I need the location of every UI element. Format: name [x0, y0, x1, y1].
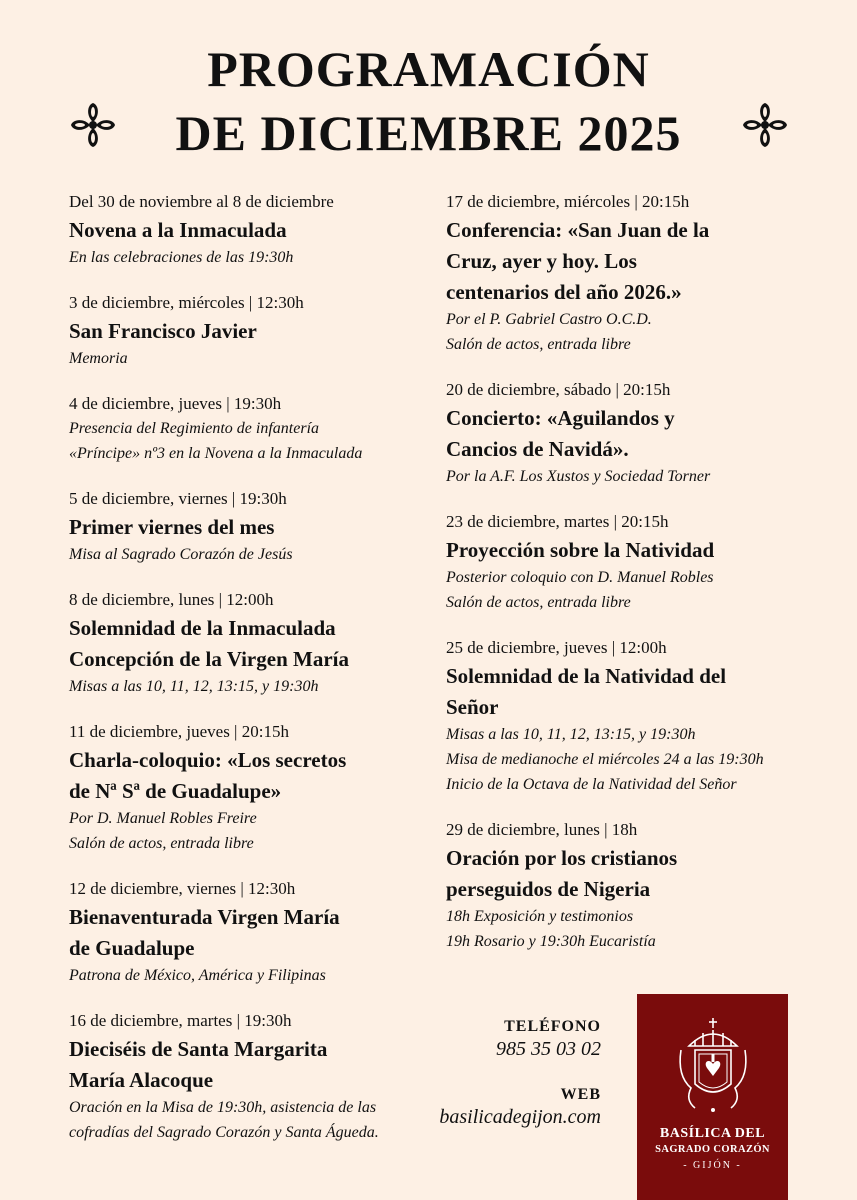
event-title: Concierto: «Aguilandos y	[446, 406, 675, 430]
event-note: Por D. Manuel Robles Freire	[69, 810, 257, 827]
event-date: 5 de diciembre, viernes | 19:30h	[69, 489, 287, 508]
event-title: de Nª Sª de Guadalupe»	[69, 779, 282, 803]
event-note: Oración en la Misa de 19:30h, asistencia de las	[69, 1099, 377, 1116]
event-date: 25 de diciembre, jueves | 12:00h	[446, 638, 667, 657]
event-note: cofradías del Sagrado Corazón y Santa Águeda.	[69, 1124, 379, 1141]
event-note: Misas a las 10, 11, 12, 13:15, y 19:30h	[69, 678, 319, 695]
event-item	[446, 378, 826, 489]
event-note: Salón de actos, entrada libre	[69, 835, 254, 852]
logo-line-1: BASÍLICA DEL	[659, 1126, 766, 1141]
event-date: 23 de diciembre, martes | 20:15h	[446, 512, 669, 531]
event-item	[69, 291, 429, 371]
fleuron-icon	[742, 102, 788, 148]
fleuron-icon	[70, 102, 116, 148]
event-title: Solemnidad de la Natividad del	[446, 664, 727, 688]
event-title: María Alacoque	[69, 1068, 214, 1092]
event-title: Bienaventurada Virgen María	[69, 905, 340, 929]
phone-number[interactable]: 985 35 03 02	[496, 1038, 601, 1060]
basilica-logo	[637, 994, 788, 1200]
event-note: Misas a las 10, 11, 12, 13:15, y 19:30h	[446, 726, 696, 743]
event-item	[69, 190, 429, 270]
event-date: 12 de diciembre, viernes | 12:30h	[69, 879, 296, 898]
page-title-line-2: DE DICIEMBRE 2025	[175, 105, 682, 161]
event-date: 11 de diciembre, jueves | 20:15h	[69, 722, 289, 741]
event-note: Por el P. Gabriel Castro O.C.D.	[446, 311, 652, 328]
event-item	[446, 190, 826, 357]
event-title: Primer viernes del mes	[69, 515, 275, 539]
event-note: Salón de actos, entrada libre	[446, 594, 631, 611]
phone-label: TELÉFONO	[504, 1018, 601, 1035]
event-item	[446, 510, 826, 615]
event-title: Concepción de la Virgen María	[69, 647, 349, 671]
event-date: 29 de diciembre, lunes | 18h	[446, 820, 638, 839]
event-title: Señor	[446, 695, 499, 719]
event-date: Del 30 de noviembre al 8 de diciembre	[69, 192, 334, 211]
event-note: 19h Rosario y 19:30h Eucaristía	[446, 933, 656, 950]
event-note: Salón de actos, entrada libre	[446, 336, 631, 353]
event-note: 18h Exposición y testimonios	[446, 908, 634, 925]
event-title: centenarios del año 2026.»	[446, 280, 682, 304]
web-label: WEB	[560, 1086, 601, 1103]
event-title: Solemnidad de la Inmaculada	[69, 616, 336, 640]
phone-block	[496, 1018, 601, 1061]
event-title: de Guadalupe	[69, 936, 195, 960]
web-block	[439, 1086, 601, 1129]
events-column-right	[446, 190, 826, 975]
basilica-crest-icon	[673, 1016, 753, 1116]
event-date: 8 de diciembre, lunes | 12:00h	[69, 590, 274, 609]
event-item	[446, 818, 826, 954]
event-note: Por la A.F. Los Xustos y Sociedad Torner	[446, 468, 711, 485]
events-column-left	[69, 190, 429, 1166]
event-title: Proyección sobre la Natividad	[446, 538, 715, 562]
event-note: En las celebraciones de las 19:30h	[69, 249, 294, 266]
event-date: 17 de diciembre, miércoles | 20:15h	[446, 192, 690, 211]
event-title: Cruz, ayer y hoy. Los	[446, 249, 637, 273]
event-title: Dieciséis de Santa Margarita	[69, 1037, 328, 1061]
web-link[interactable]: basilicadegijon.com	[439, 1106, 601, 1128]
event-note: Misa de medianoche el miércoles 24 a las 19:30h	[446, 751, 764, 768]
event-note: Misa al Sagrado Corazón de Jesús	[69, 546, 293, 563]
event-title: Conferencia: «San Juan de la	[446, 218, 710, 242]
event-date: 3 de diciembre, miércoles | 12:30h	[69, 293, 304, 312]
event-date: 20 de diciembre, sábado | 20:15h	[446, 380, 671, 399]
event-item	[69, 1009, 429, 1145]
event-item	[69, 487, 429, 567]
event-note: «Príncipe» nº3 en la Novena a la Inmaculada	[69, 445, 363, 462]
page-title-line-1: PROGRAMACIÓN	[207, 41, 650, 97]
event-item	[69, 720, 429, 856]
logo-line-3: - GIJÓN -	[683, 1160, 742, 1171]
event-item	[69, 877, 429, 988]
event-note: Memoria	[69, 350, 128, 367]
event-note: Patrona de México, América y Filipinas	[69, 967, 326, 984]
event-item	[69, 392, 429, 466]
event-note: Posterior coloquio con D. Manuel Robles	[446, 569, 714, 586]
event-title: San Francisco Javier	[69, 319, 257, 343]
event-item	[69, 588, 429, 699]
event-item	[446, 636, 826, 797]
logo-line-2: SAGRADO CORAZÓN	[655, 1144, 770, 1155]
event-note: Presencia del Regimiento de infantería	[69, 420, 320, 437]
event-note: Inicio de la Octava de la Natividad del Señor	[446, 776, 737, 793]
event-title: perseguidos de Nigeria	[446, 877, 651, 901]
event-title: Oración por los cristianos	[446, 846, 678, 870]
event-title: Charla-coloquio: «Los secretos	[69, 748, 347, 772]
event-date: 4 de diciembre, jueves | 19:30h	[69, 394, 282, 413]
event-title: Cancios de Navidá».	[446, 437, 629, 461]
event-date: 16 de diciembre, martes | 19:30h	[69, 1011, 292, 1030]
event-title: Novena a la Inmaculada	[69, 218, 287, 242]
